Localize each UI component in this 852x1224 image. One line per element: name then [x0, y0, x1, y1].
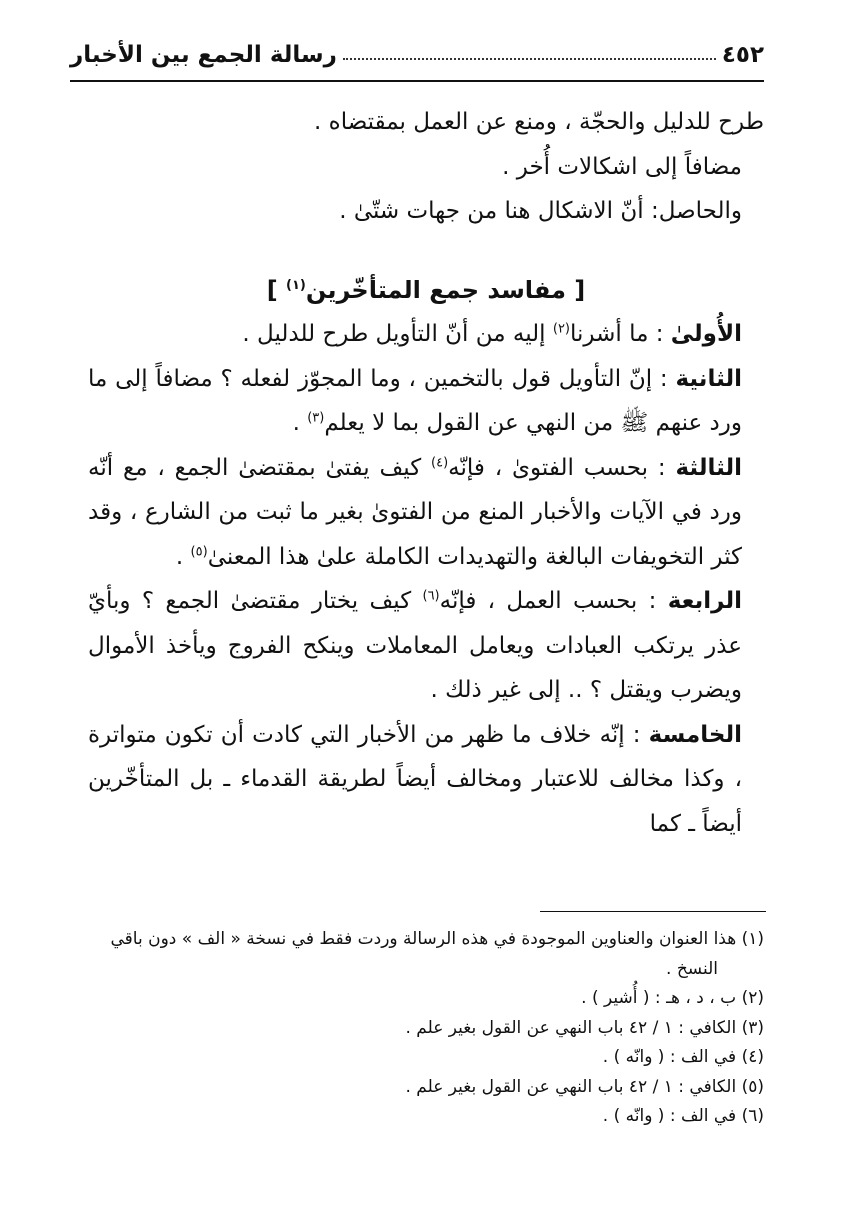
- heading-text: [ مفاسد جمع المتأخّرين: [305, 275, 586, 304]
- item-fourth: [88, 579, 764, 713]
- footnote-ref: (٣): [307, 410, 325, 426]
- paragraph: مضافاً إلى اشكالات أُخر .: [502, 153, 742, 180]
- item-lead: الرابعة: [667, 588, 742, 614]
- item-text: .: [175, 543, 191, 570]
- footnote: (٣) الكافي : ١ / ٤٢ باب النهي عن القول بغير علم .: [405, 1017, 764, 1038]
- footnote-ref: (٢): [552, 321, 570, 337]
- footnotes: [80, 925, 764, 1132]
- main-text: [88, 100, 764, 846]
- footnote-ref: (٤): [431, 454, 449, 470]
- item-text: : إنّه خلاف ما ظهر من الأخبار التي كادت أن تكون متواترة ، وكذا مخالف للاعتبار ومخالف أيضاً لطريقة القدماء ـ بل المتأخّرين أيضاً ـ كما: [88, 721, 742, 837]
- footnote-ref: (٥): [190, 543, 208, 559]
- page-number: ٤٥٢: [721, 42, 764, 68]
- footnote: (٢) ب ، د ، هـ : ( أُشير ) .: [581, 988, 764, 1008]
- item-text: كيف يفتىٰ بمقتضىٰ الجمع ، مع أنّه ورد في الآيات والأخبار المنع من الفتوىٰ بغير ما ثبت من الشارع ، وقد كثر التخويفات البالغة والتهديدات الكاملة علىٰ هذا المعنىٰ: [88, 454, 742, 570]
- footnote-continuation: النسخ .: [666, 958, 718, 979]
- header-dot-leader: [343, 42, 716, 60]
- item-lead: الأُولىٰ: [670, 321, 742, 347]
- footnote: (٥) الكافي : ١ / ٤٢ باب النهي عن القول بغير علم .: [405, 1076, 764, 1097]
- item-lead: الخامسة: [648, 721, 742, 748]
- footnote-divider: [540, 911, 766, 912]
- footnote-ref: (٦): [422, 588, 440, 604]
- item-text: : بحسب العمل ، فإنّه: [439, 588, 668, 614]
- heading-bracket: ]: [266, 275, 287, 304]
- item-lead: الثانية: [675, 365, 742, 392]
- item-text: : بحسب الفتوىٰ ، فإنّه: [448, 454, 676, 481]
- section-heading: [88, 268, 764, 313]
- item-lead: الثالثة: [675, 454, 743, 481]
- footnote: (٦) في الف : ( وانّه ) .: [602, 1106, 764, 1126]
- item-first: [88, 312, 764, 357]
- footnote-ref: (١): [286, 277, 306, 293]
- item-text: : إنّ التأويل قول بالتخمين ، وما المجوّز لفعله ؟ مضافاً إلى ما ورد عنهم ﷺ من النهي عن القول بما لا يعلم: [88, 365, 742, 436]
- running-title: رسالة الجمع بين الأخبار: [70, 42, 337, 68]
- item-fifth: [88, 713, 764, 847]
- item-text: .: [292, 410, 308, 436]
- footnote: (٤) في الف : ( وانّه ) .: [602, 1047, 764, 1067]
- item-text: إليه من أنّ التأويل طرح للدليل .: [242, 321, 553, 347]
- footnote: (١) هذا العنوان والعناوين الموجودة في هذه الرسالة وردت فقط في نسخة « الف » دون باقي: [110, 929, 764, 949]
- item-text: : ما أشرنا: [570, 321, 671, 347]
- paragraph: والحاصل: أنّ الاشكال هنا من جهات شتّىٰ .: [339, 198, 742, 224]
- item-second: [88, 357, 764, 446]
- item-third: [88, 446, 764, 580]
- page-header: [70, 30, 764, 82]
- paragraph: طرح للدليل والحجّة ، ومنع عن العمل بمقتضاه .: [314, 109, 764, 135]
- item-text: كيف يختار مقتضىٰ الجمع ؟ وبأيّ عذر يرتكب العبادات ويعامل المعاملات وينكح الفروج ويأخذ الأموال ويضرب ويقتل ؟ .. إلى غير ذلك .: [88, 588, 742, 703]
